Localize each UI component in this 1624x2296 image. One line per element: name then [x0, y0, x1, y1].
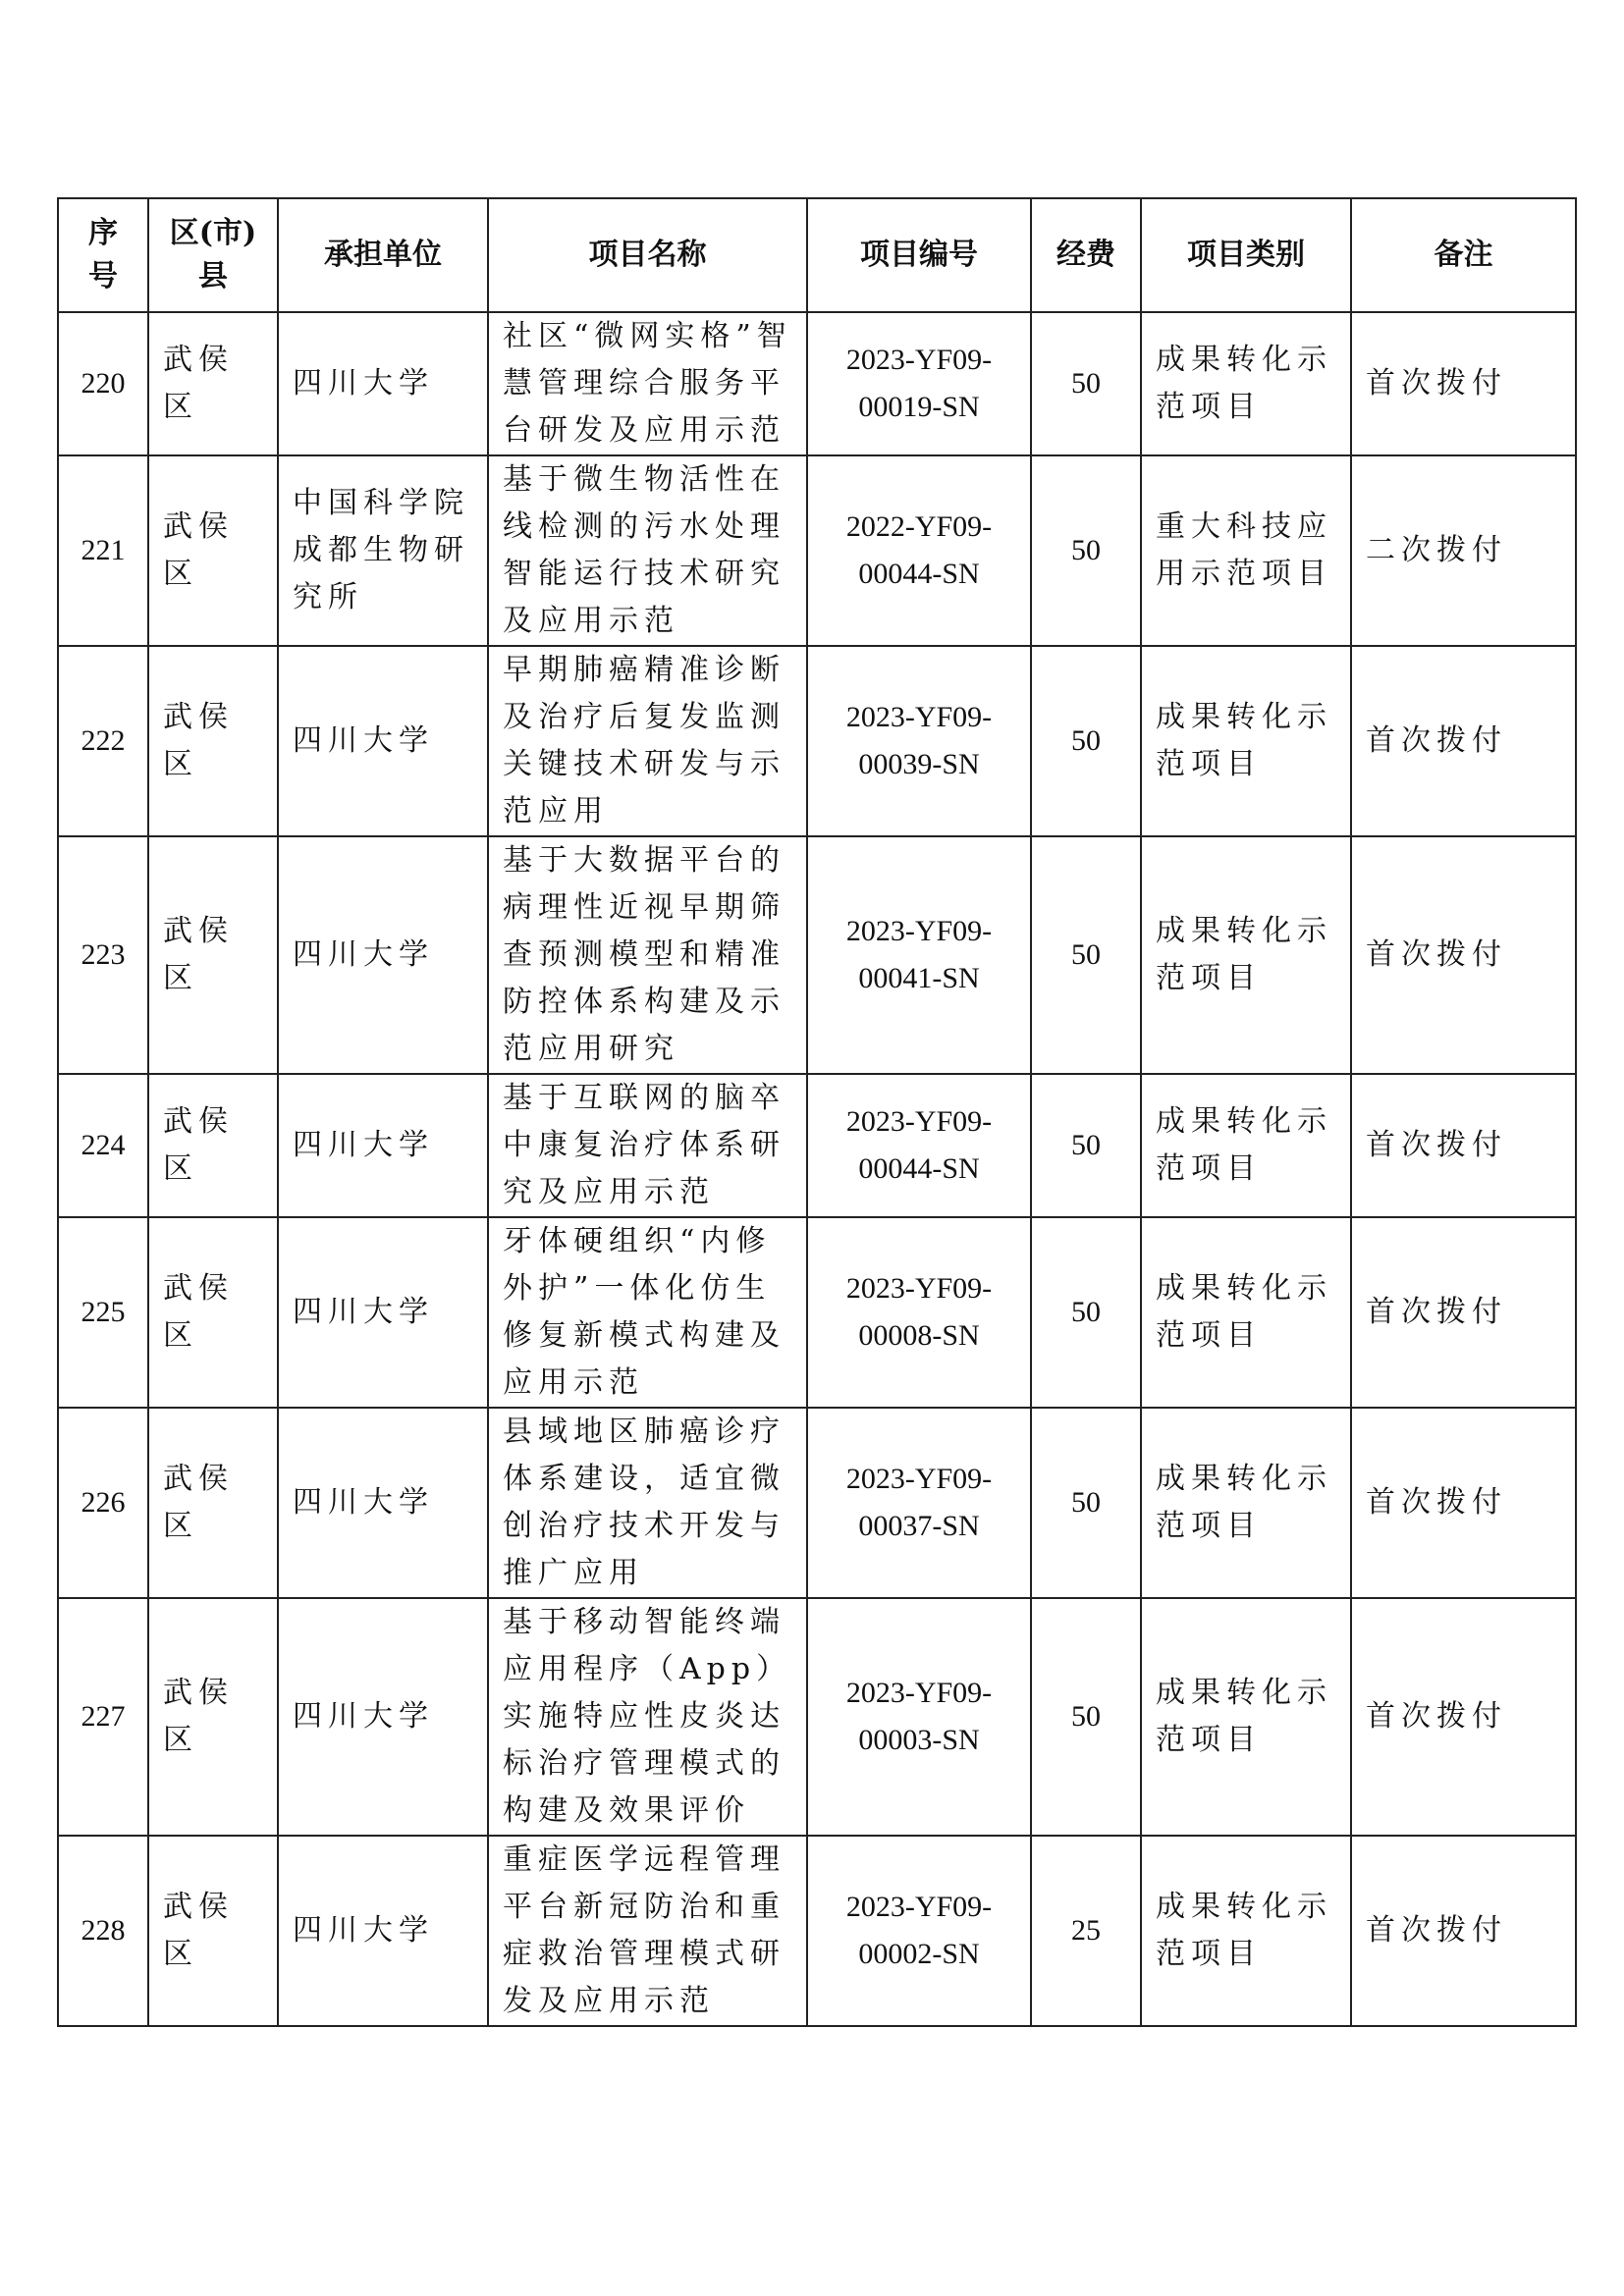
header-row [58, 198, 1576, 312]
cell-unit: 中国科学院成都生物研究所 [278, 455, 488, 646]
cell-project-name: 基于移动智能终端应用程序（App）实施特应性皮炎达标治疗管理模式的构建及效果评价 [488, 1598, 807, 1836]
cell-note: 首次拨付 [1351, 646, 1576, 836]
cell-note: 首次拨付 [1351, 1836, 1576, 2026]
cell-seq: 223 [58, 836, 148, 1074]
cell-district: 武侯区 [148, 1408, 278, 1598]
cell-category: 成果转化示范项目 [1141, 836, 1351, 1074]
cell-project-name: 早期肺癌精准诊断及治疗后复发监测关键技术研发与示范应用 [488, 646, 807, 836]
cell-seq: 222 [58, 646, 148, 836]
cell-seq: 221 [58, 455, 148, 646]
code-line2: 00039-SN [858, 748, 980, 780]
cell-category: 成果转化示范项目 [1141, 646, 1351, 836]
cell-unit: 四川大学 [278, 1408, 488, 1598]
table-row [58, 646, 1576, 836]
cell-project-name: 基于互联网的脑卒中康复治疗体系研究及应用示范 [488, 1074, 807, 1217]
header-name: 项目名称 [488, 198, 807, 312]
cell-project-code [807, 1074, 1031, 1217]
cell-category: 成果转化示范项目 [1141, 1408, 1351, 1598]
cell-category: 重大科技应用示范项目 [1141, 455, 1351, 646]
code-line1: 2023-YF09- [845, 701, 993, 733]
table-row [58, 1836, 1576, 2026]
cell-project-name: 县域地区肺癌诊疗体系建设，适宜微创治疗技术开发与推广应用 [488, 1408, 807, 1598]
cell-district: 武侯区 [148, 312, 278, 455]
cell-project-code [807, 1598, 1031, 1836]
cell-seq: 227 [58, 1598, 148, 1836]
header-seq [58, 198, 148, 312]
cell-fund: 25 [1031, 1836, 1141, 2026]
cell-district: 武侯区 [148, 836, 278, 1074]
header-code: 项目编号 [807, 198, 1031, 312]
cell-unit: 四川大学 [278, 1836, 488, 2026]
code-line2: 00044-SN [858, 1152, 980, 1185]
cell-project-name: 重症医学远程管理平台新冠防治和重症救治管理模式研发及应用示范 [488, 1836, 807, 2026]
table-body [58, 312, 1576, 2026]
code-line2: 00037-SN [858, 1510, 980, 1542]
cell-project-name: 牙体硬组织“内修外护”一体化仿生修复新模式构建及应用示范 [488, 1217, 807, 1408]
cell-project-name: 基于大数据平台的病理性近视早期筛查预测模型和精准防控体系构建及示范应用研究 [488, 836, 807, 1074]
header-note: 备注 [1351, 198, 1576, 312]
cell-note: 首次拨付 [1351, 1074, 1576, 1217]
cell-category: 成果转化示范项目 [1141, 1217, 1351, 1408]
code-line2: 00041-SN [858, 962, 980, 994]
project-funding-table [57, 197, 1577, 2027]
header-fund: 经费 [1031, 198, 1141, 312]
header-seq-line2: 号 [88, 259, 118, 294]
code-line1: 2022-YF09- [845, 510, 993, 543]
cell-unit: 四川大学 [278, 836, 488, 1074]
cell-fund: 50 [1031, 1598, 1141, 1836]
cell-project-code [807, 836, 1031, 1074]
cell-note: 首次拨付 [1351, 1598, 1576, 1836]
cell-unit: 四川大学 [278, 1074, 488, 1217]
cell-seq: 225 [58, 1217, 148, 1408]
table-row [58, 1598, 1576, 1836]
cell-district: 武侯区 [148, 646, 278, 836]
code-line1: 2023-YF09- [845, 1677, 993, 1709]
cell-district: 武侯区 [148, 1074, 278, 1217]
cell-district: 武侯区 [148, 1598, 278, 1836]
cell-note: 首次拨付 [1351, 1408, 1576, 1598]
header-district-line2: 县 [198, 259, 228, 294]
cell-project-code [807, 1217, 1031, 1408]
cell-project-code [807, 312, 1031, 455]
cell-category: 成果转化示范项目 [1141, 1598, 1351, 1836]
cell-unit: 四川大学 [278, 1217, 488, 1408]
cell-fund: 50 [1031, 1408, 1141, 1598]
cell-seq: 220 [58, 312, 148, 455]
table-row [58, 1408, 1576, 1598]
cell-note: 首次拨付 [1351, 1217, 1576, 1408]
cell-project-name: 基于微生物活性在线检测的污水处理智能运行技术研究及应用示范 [488, 455, 807, 646]
code-line2: 00019-SN [858, 391, 980, 423]
cell-project-name: 社区“微网实格”智慧管理综合服务平台研发及应用示范 [488, 312, 807, 455]
code-line1: 2023-YF09- [845, 1463, 993, 1495]
cell-note: 二次拨付 [1351, 455, 1576, 646]
code-line2: 00044-SN [858, 558, 980, 590]
code-line2: 00002-SN [858, 1938, 980, 1970]
cell-seq: 228 [58, 1836, 148, 2026]
header-district-line1: 区(市) [169, 216, 257, 250]
header-category: 项目类别 [1141, 198, 1351, 312]
header-seq-line1: 序 [88, 216, 118, 250]
cell-note: 首次拨付 [1351, 312, 1576, 455]
table-row [58, 1217, 1576, 1408]
cell-category: 成果转化示范项目 [1141, 1074, 1351, 1217]
cell-project-code [807, 646, 1031, 836]
code-line2: 00008-SN [858, 1319, 980, 1352]
cell-fund: 50 [1031, 836, 1141, 1074]
cell-project-code [807, 1836, 1031, 2026]
header-unit: 承担单位 [278, 198, 488, 312]
cell-district: 武侯区 [148, 1836, 278, 2026]
cell-district: 武侯区 [148, 455, 278, 646]
table-row [58, 455, 1576, 646]
code-line2: 00003-SN [858, 1724, 980, 1756]
cell-fund: 50 [1031, 312, 1141, 455]
cell-seq: 226 [58, 1408, 148, 1598]
cell-unit: 四川大学 [278, 1598, 488, 1836]
cell-category: 成果转化示范项目 [1141, 1836, 1351, 2026]
table-row [58, 1074, 1576, 1217]
cell-project-code [807, 1408, 1031, 1598]
cell-seq: 224 [58, 1074, 148, 1217]
header-district [148, 198, 278, 312]
cell-district: 武侯区 [148, 1217, 278, 1408]
code-line1: 2023-YF09- [845, 1272, 993, 1305]
cell-fund: 50 [1031, 646, 1141, 836]
code-line1: 2023-YF09- [845, 915, 993, 947]
cell-unit: 四川大学 [278, 312, 488, 455]
cell-project-code [807, 455, 1031, 646]
table-row [58, 312, 1576, 455]
code-line1: 2023-YF09- [845, 1891, 993, 1923]
table-row [58, 836, 1576, 1074]
cell-fund: 50 [1031, 1217, 1141, 1408]
table-header [58, 198, 1576, 312]
cell-unit: 四川大学 [278, 646, 488, 836]
cell-fund: 50 [1031, 1074, 1141, 1217]
cell-note: 首次拨付 [1351, 836, 1576, 1074]
cell-category: 成果转化示范项目 [1141, 312, 1351, 455]
code-line1: 2023-YF09- [845, 1105, 993, 1138]
code-line1: 2023-YF09- [845, 344, 993, 376]
cell-fund: 50 [1031, 455, 1141, 646]
